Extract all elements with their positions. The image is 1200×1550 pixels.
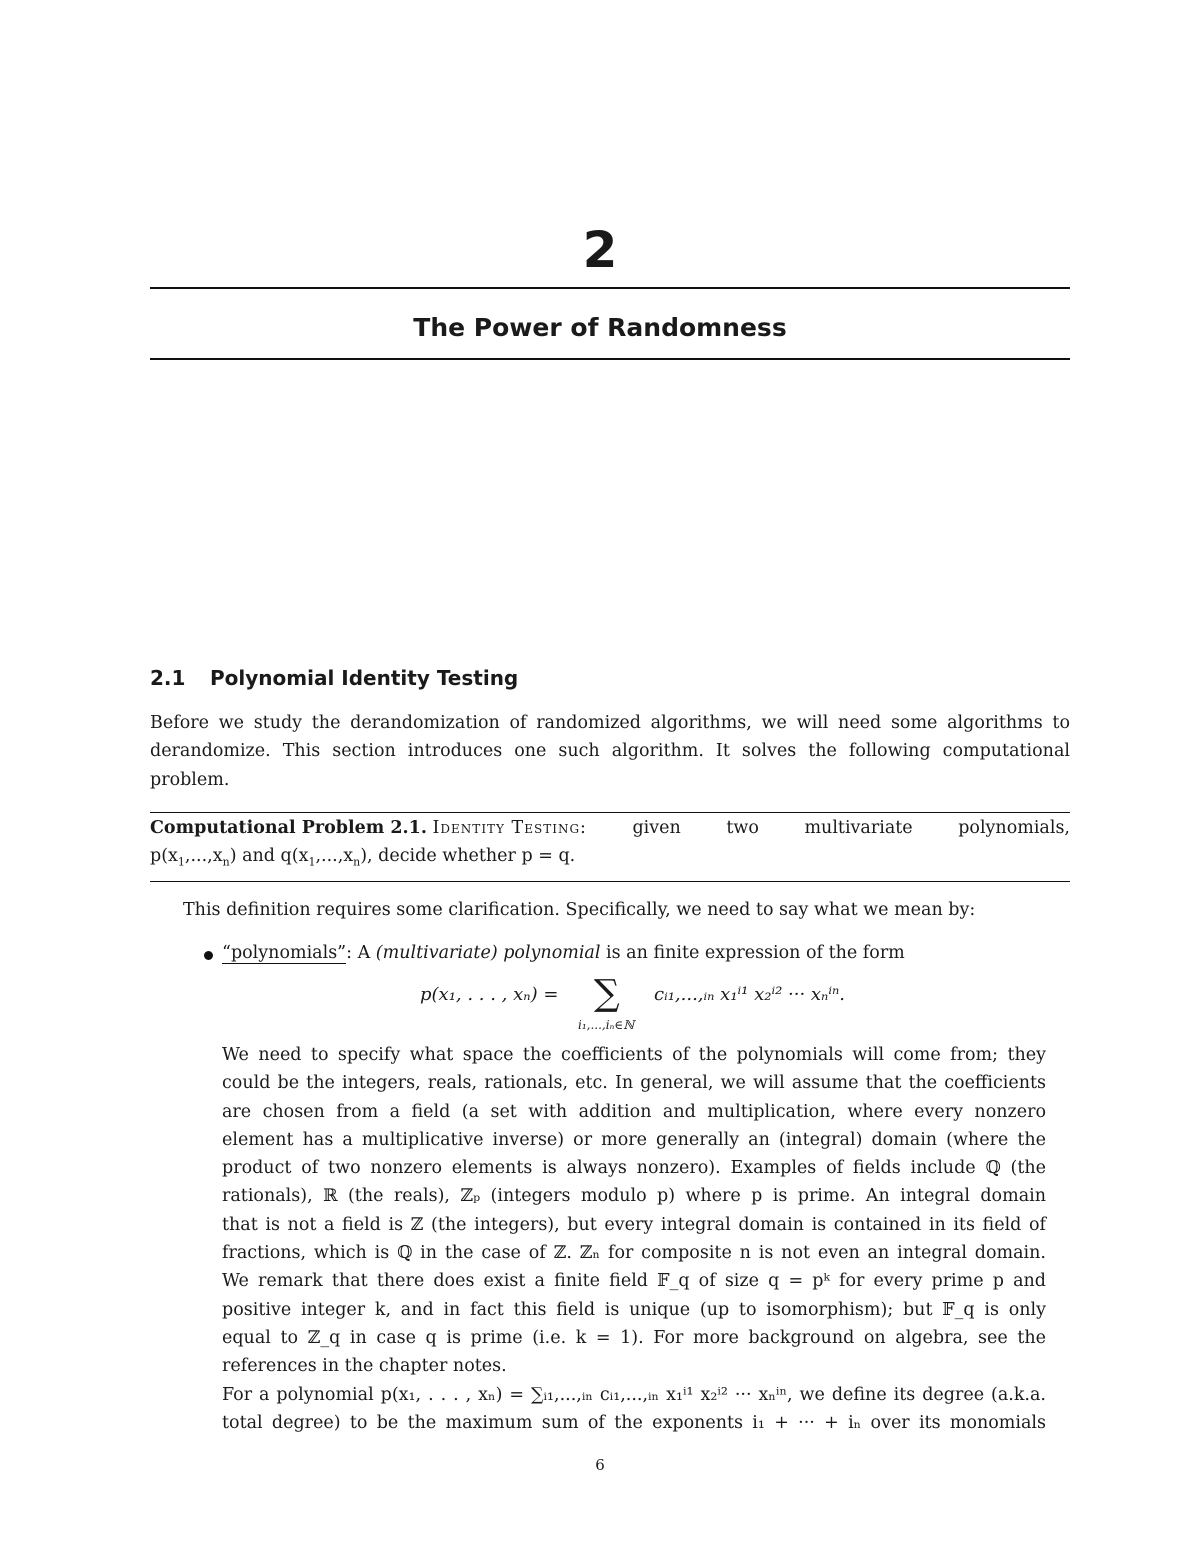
equation-lhs: p(x₁, . . . , xₙ) = (420, 984, 559, 1005)
problem-line-1 (150, 814, 1070, 842)
body-line-2: could be the integers, reals, rationals, etc. In general, we will assume that the coefficients (222, 1073, 1046, 1094)
chapter-number: 2 (582, 221, 618, 279)
problem-word-4: polynomials, (958, 818, 1070, 838)
problem-statement (150, 814, 1070, 871)
body-line-8: fractions, which is ℚ in the case of ℤ. ℤₙ for composite n is not even an integral domain. (222, 1243, 1046, 1264)
chapter-rule-top (150, 287, 1070, 289)
body-line-7: that is not a field is ℤ (the integers), but every integral domain is contained in its field of (222, 1214, 1046, 1235)
bullet-marker (204, 951, 213, 960)
body-line-9: We remark that there does exist a finite field 𝔽_q of size q = pᵏ for every prime p and (222, 1271, 1046, 1292)
body-line-6: rationals), ℝ (the reals), ℤₚ (integers modulo p) where p is prime. An integral domain (222, 1186, 1046, 1207)
chapter-rule-bottom (150, 358, 1070, 360)
body-line-1: We need to specify what space the coefficients of the polynomials will come from; they (222, 1045, 1046, 1065)
problem-label: Computational Problem 2.1. (150, 818, 427, 838)
body-line-3: are chosen from a field (a set with addition and multiplication, where every nonzero (222, 1101, 1046, 1122)
problem-word-3: multivariate (804, 818, 913, 838)
section-number: 2.1 (150, 666, 186, 690)
body-paragraph (222, 1041, 1046, 1437)
problem-name: Identity Testing: (432, 818, 587, 838)
problem-line-2-b: ,...,x (184, 846, 223, 867)
body-line-11: equal to ℤ_q in case q is prime (i.e. k = 1). For more background on algebra, see the (222, 1327, 1046, 1348)
problem-line-2-c: ) and q(x (229, 846, 309, 867)
intro-line-3: problem. (150, 769, 230, 790)
body-line-12: references in the chapter notes. (222, 1356, 507, 1377)
sum-subscript: i₁,...,iₙ∈ℕ (578, 1018, 635, 1032)
section-title: Polynomial Identity Testing (210, 666, 519, 690)
body-line-5: product of two nonzero elements is always nonzero). Examples of fields include ℚ (the (222, 1158, 1046, 1179)
body-line-4: element has a multiplicative inverse) or more generally an (integral) domain (where the (222, 1129, 1046, 1150)
bullet-term: “polynomials” (222, 943, 347, 963)
intro-paragraph (150, 709, 1070, 794)
clarify-text: This definition requires some clarification. Specifically, we need to say what we mean by: (183, 900, 976, 920)
body-line-10: positive integer k, and in fact this field is unique (up to isomorphism); but 𝔽_q is only (222, 1299, 1046, 1320)
intro-line-2: derandomize. This section introduces one such algorithm. It solves the following computational (150, 741, 1070, 762)
problem-line-2-d: ,...,x (315, 846, 354, 867)
problem-word-2: two (726, 818, 759, 838)
bullet-first-line (222, 939, 1070, 967)
bullet-italic-term: (multivariate) polynomial (375, 943, 601, 963)
body-line-13: For a polynomial p(x₁, . . . , xₙ) = ∑ᵢ₁,...,ᵢₙ cᵢ₁,...,ᵢₙ x₁ⁱ¹ x₂ⁱ² ··· xₙⁱⁿ, we define its degree (a.k.a. (222, 1384, 1046, 1405)
section-heading (150, 664, 518, 692)
chapter-title: The Power of Randomness (413, 313, 787, 342)
problem-line-2-a: p(x (150, 846, 178, 867)
body-line-14: total degree) to be the maximum sum of the exponents i₁ + ··· + iₙ over its monomials (222, 1412, 1046, 1433)
bullet-rest: is an finite expression of the form (600, 943, 905, 963)
problem-line-2-e: ), decide whether p = q. (360, 846, 576, 867)
bullet-after-term: : A (346, 943, 376, 963)
intro-line-1: Before we study the derandomization of randomized algorithms, we will need some algorithms to (150, 713, 1070, 733)
problem-word-1: given (632, 818, 681, 838)
problem-line-2: $p(x_1,...,x_n)$ and $q(x_1,...,x_n)$, decide whether p = q. (150, 846, 576, 869)
page-number: 6 (595, 1456, 605, 1474)
sum-symbol: ∑ (594, 973, 620, 1014)
equation-rhs: cᵢ₁,...,ᵢₙ x₁ⁱ¹ x₂ⁱ² ··· xₙⁱⁿ. (654, 984, 845, 1005)
